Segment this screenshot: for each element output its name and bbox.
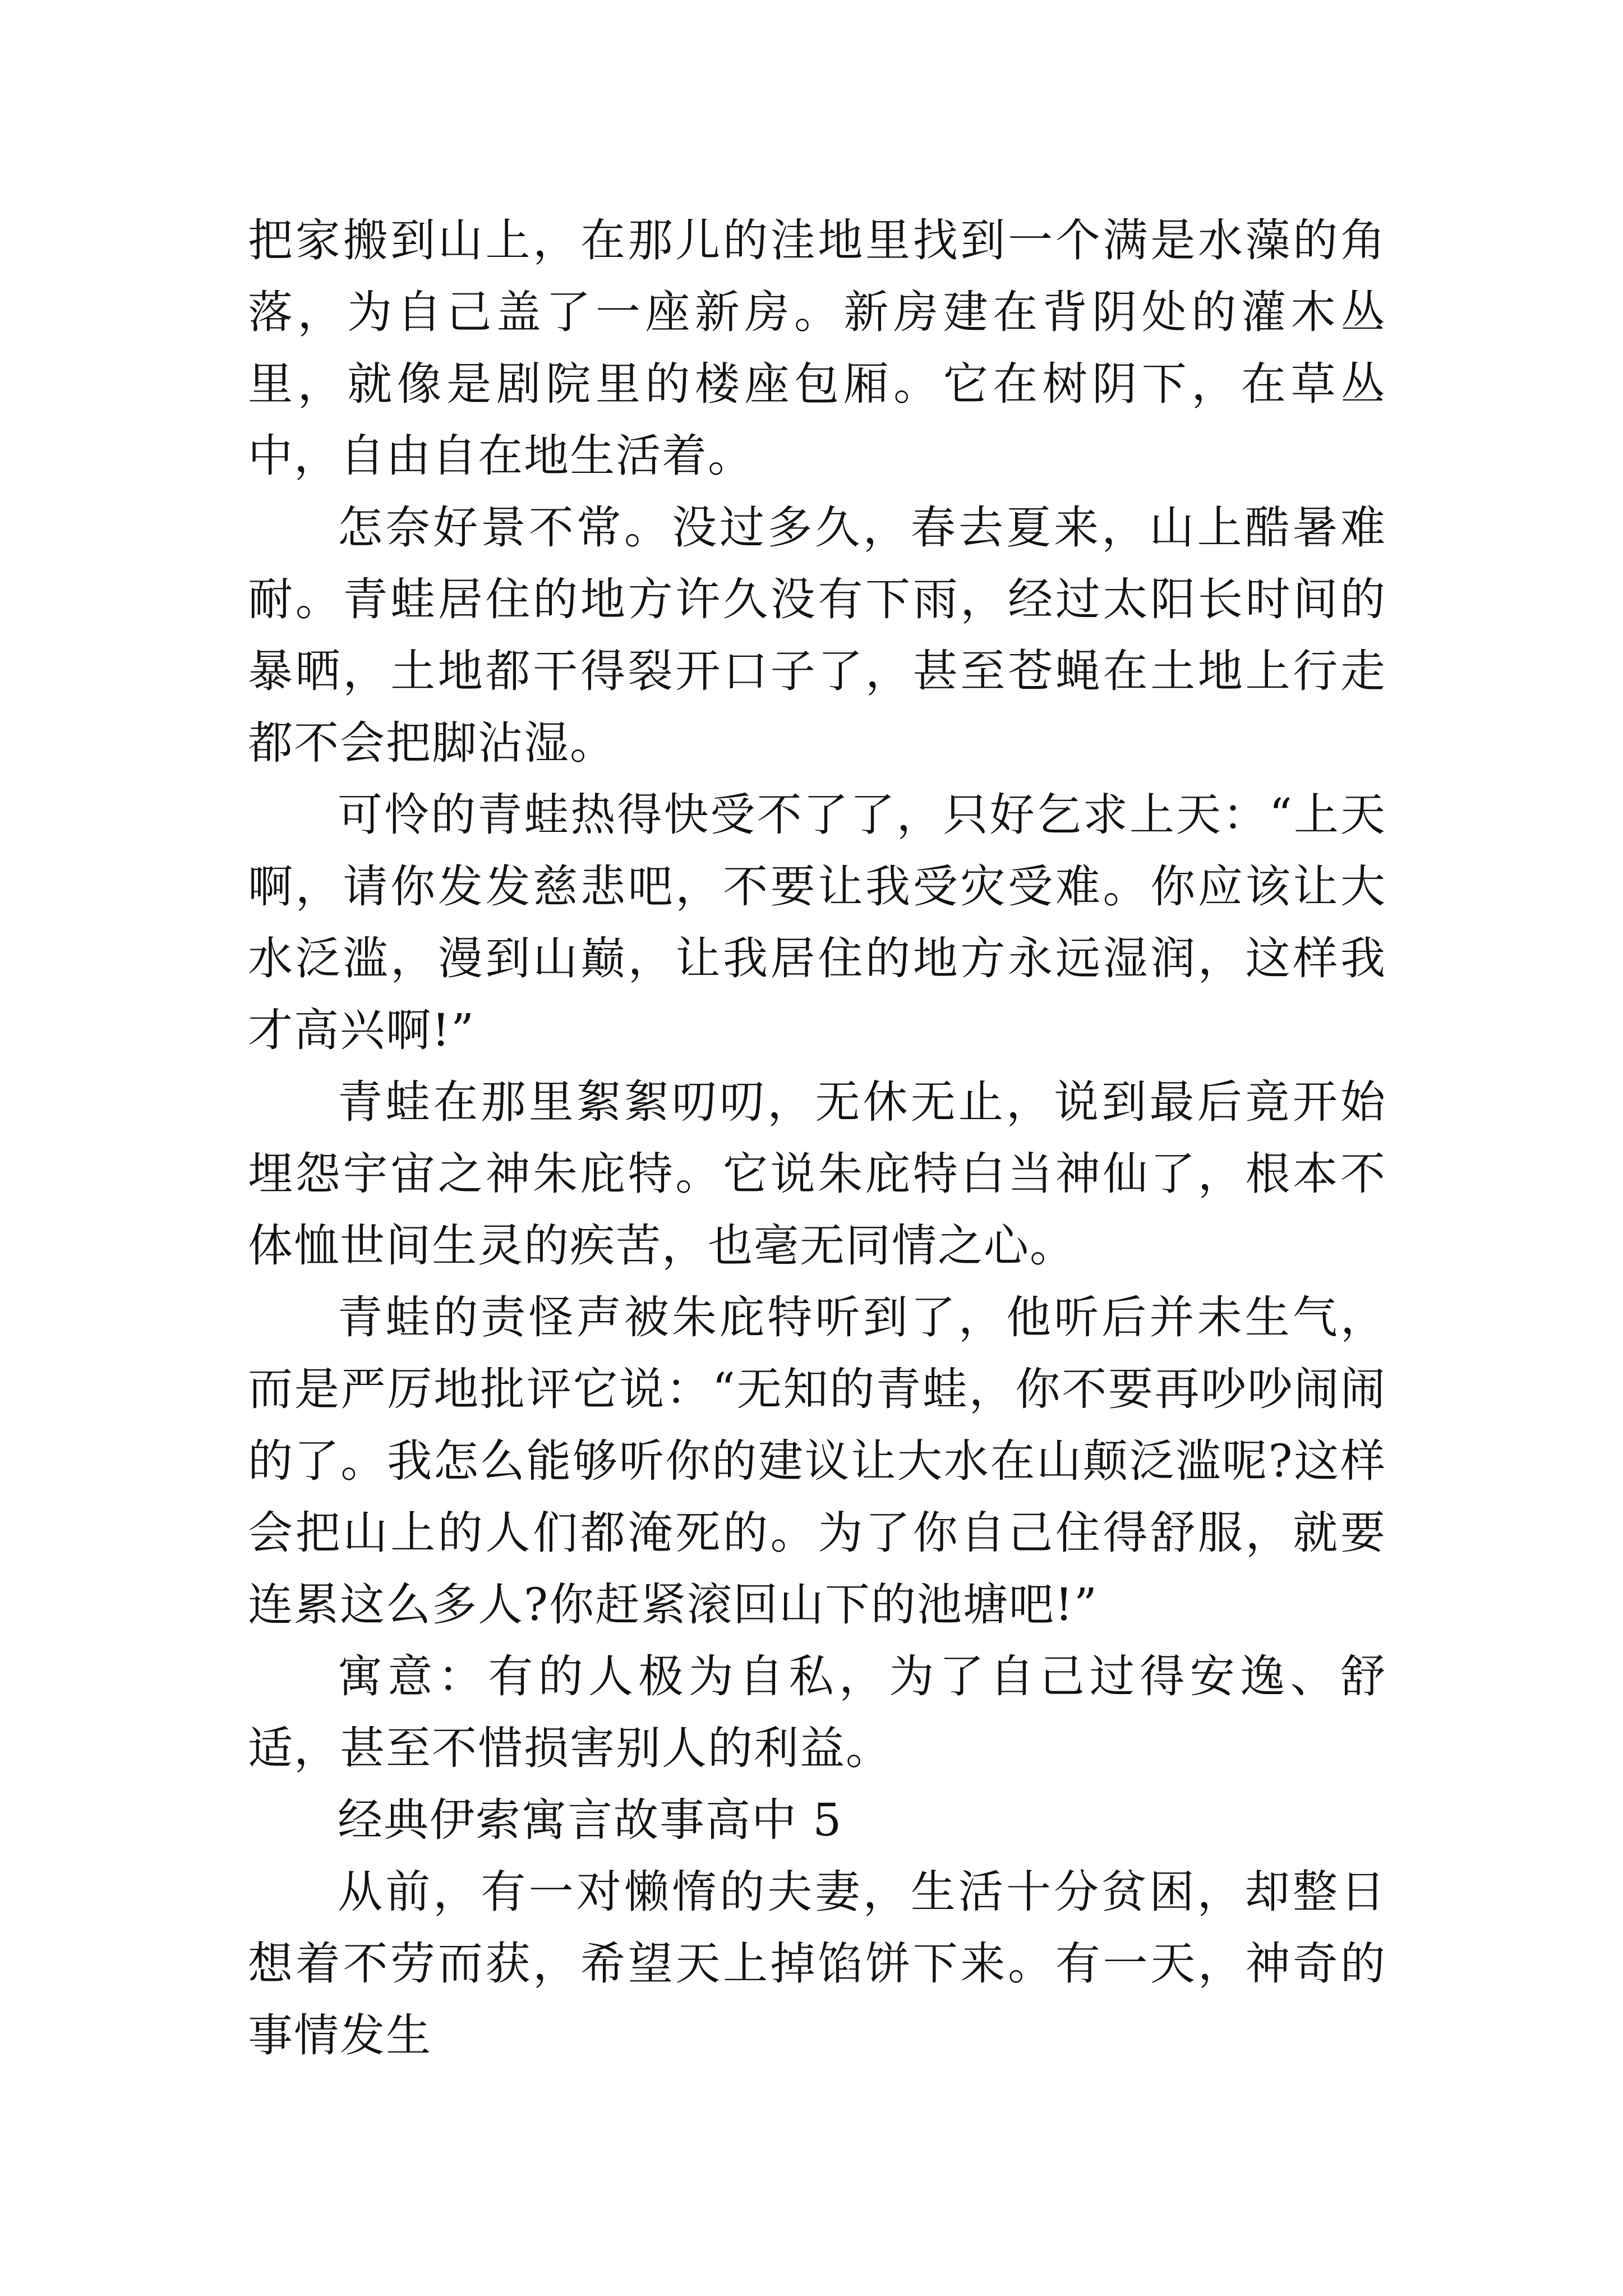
moral-paragraph: 寓意：有的人极为自私，为了自己过得安逸、舒适，甚至不惜损害别人的利益。: [248, 1650, 1386, 1774]
paragraph-2: 怎奈好景不常。没过多久，春去夏来，山上酷暑难耐。青蛙居住的地方许久没有下雨，经过太阳长时间的暴晒，土地都干得裂开口子了，甚至苍蝇在土地上行走都不会把脚沾湿。: [248, 501, 1386, 769]
story-heading: 经典伊索寓言故事高中 5: [338, 1794, 843, 1846]
paragraph-8: 从前，有一对懒惰的夫妻，生活十分贫困，却整日想着不劳而获，希望天上掉馅饼下来。有一天，神奇的事情发生: [248, 1866, 1386, 2062]
paragraph-3: 可怜的青蛙热得快受不了了，只好乞求上天：“上天啊，请你发发慈悲吧，不要让我受灾受难。你应该让大水泛滥，漫到山巅，让我居住的地方永远湿润，这样我才高兴啊!”: [248, 789, 1386, 1056]
paragraph-4: 青蛙在那里絮絮叨叨，无休无止，说到最后竟开始埋怨宇宙之神朱庇特。它说朱庇特白当神仙了，根本不体恤世间生灵的疾苦，也毫无同情之心。: [248, 1076, 1386, 1272]
paragraph-1: 把家搬到山上，在那儿的洼地里找到一个满是水藻的角落，为自己盖了一座新房。新房建在背阴处的灌木丛里，就像是剧院里的楼座包厢。它在树阴下，在草丛中，自由自在地生活着。: [248, 214, 1386, 482]
paragraph-5: 青蛙的责怪声被朱庇特听到了，他听后并未生气，而是严厉地批评它说：“无知的青蛙，你不要再吵吵闹闹的了。我怎么能够听你的建议让大水在山颠泛滥呢?这样会把山上的人们都淹死的。为了你自己住得舒服，就要连累这么多人?你赶紧滚回山下的池塘吧!”: [248, 1291, 1386, 1631]
document-body: [248, 205, 1386, 2072]
